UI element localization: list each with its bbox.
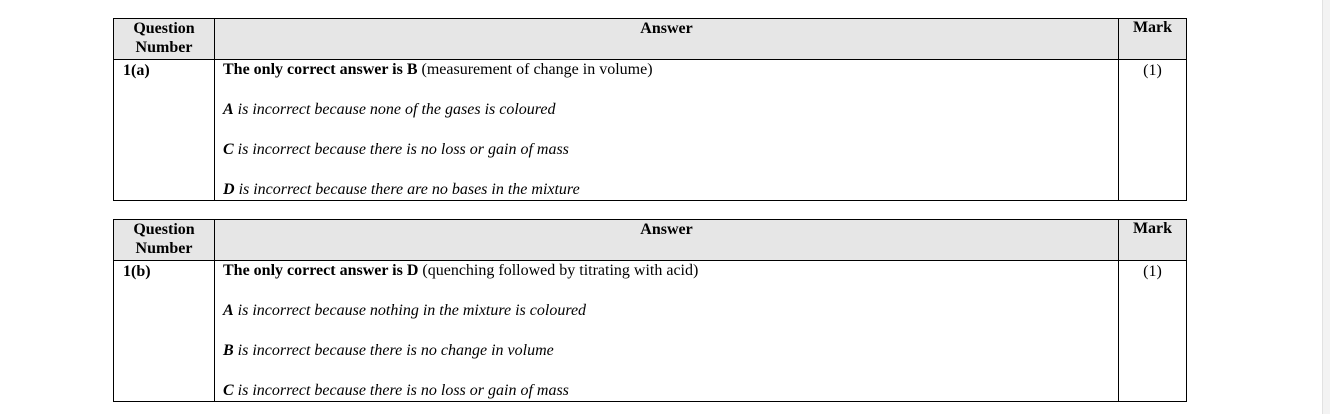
mark-header: Mark [1119, 19, 1187, 60]
question-number-header [114, 19, 215, 60]
reason-letter: C [223, 382, 234, 399]
reason-letter: A [223, 101, 234, 118]
correct-answer-prefix: The only correct answer is D [223, 262, 419, 279]
header-question-line1: Question [133, 221, 195, 238]
reason-text: is incorrect because there are no bases in the mixture [238, 181, 580, 198]
reason-line [223, 141, 1118, 181]
reason-line [223, 101, 1118, 141]
reason-letter: B [223, 342, 234, 359]
answer-header: Answer [215, 19, 1119, 60]
header-question-line2: Number [135, 39, 193, 56]
reason-line [223, 181, 1118, 200]
header-question-line1: Question [133, 20, 195, 37]
correct-answer-line [223, 262, 1118, 302]
table-row [114, 261, 1187, 402]
mark-value: (1) [1119, 60, 1187, 201]
correct-answer-prefix: The only correct answer is B [223, 61, 418, 78]
correct-answer-detail: (measurement of change in volume) [421, 61, 653, 78]
header-question-line2: Number [135, 240, 193, 257]
table-header-row [114, 220, 1187, 261]
reason-text: is incorrect because nothing in the mixture is coloured [237, 302, 587, 319]
reason-line [223, 302, 1118, 342]
correct-answer-line [223, 61, 1118, 101]
mark-scheme-table-1b [113, 219, 1187, 402]
table-row [114, 60, 1187, 201]
question-number: 1(b) [114, 261, 215, 402]
reason-letter: D [223, 181, 235, 198]
answer-header: Answer [215, 220, 1119, 261]
answer-cell [215, 261, 1119, 402]
reason-text: is incorrect because there is no loss or gain of mass [237, 141, 569, 158]
table-header-row [114, 19, 1187, 60]
mark-scheme-table-1a [113, 18, 1187, 201]
reason-text: is incorrect because none of the gases is coloured [237, 101, 556, 118]
reason-letter: C [223, 141, 234, 158]
mark-value: (1) [1119, 261, 1187, 402]
question-number-header [114, 220, 215, 261]
question-number: 1(a) [114, 60, 215, 201]
mark-header: Mark [1119, 220, 1187, 261]
reason-line [223, 382, 1118, 401]
reason-letter: A [223, 302, 234, 319]
answer-cell [215, 60, 1119, 201]
vertical-scrollbar[interactable] [1322, 0, 1330, 414]
reason-text: is incorrect because there is no change in volume [237, 342, 554, 359]
reason-line [223, 342, 1118, 382]
reason-text: is incorrect because there is no loss or gain of mass [237, 382, 569, 399]
correct-answer-detail: (quenching followed by titrating with acid) [422, 262, 699, 279]
